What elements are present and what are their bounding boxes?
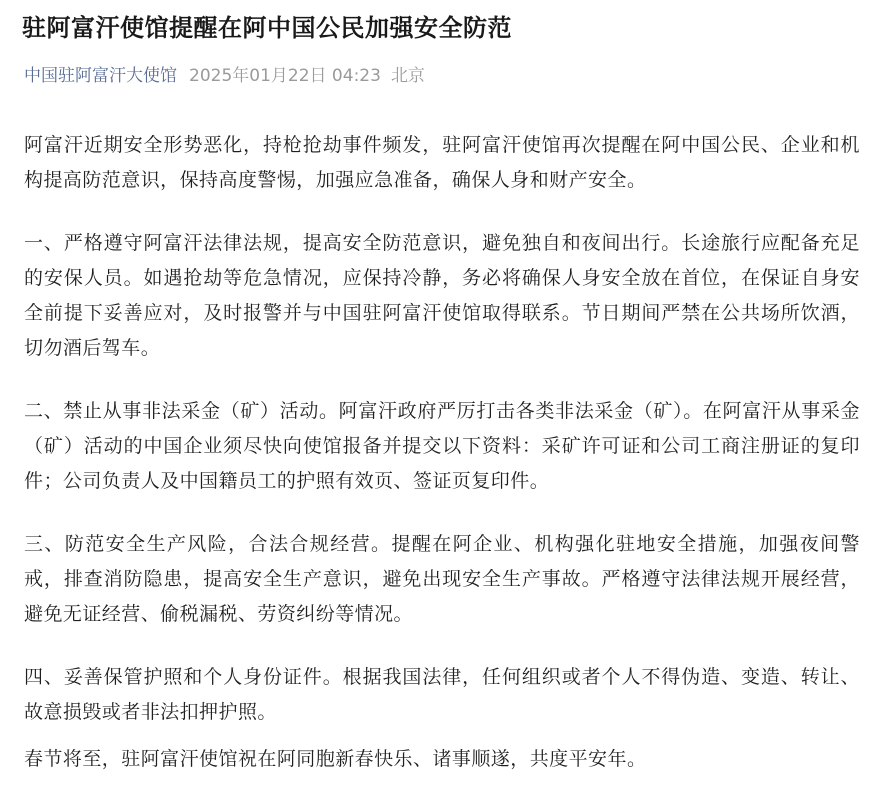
- paragraph-item-3: 三、防范安全生产风险，合法合规经营。提醒在阿企业、机构强化驻地安全措施，加强夜间警戒，排查消防隐患，提高安全生产意识，避免出现安全生产事故。严格遵守法律法规开展经营，避免无证经营、偷税漏税、劳资纠纷等情况。: [24, 533, 860, 625]
- article-title: 驻阿富汗使馆提醒在阿中国公民加强安全防范: [22, 14, 512, 42]
- publish-date: 2025年01月22日 04:23: [189, 66, 381, 86]
- paragraph-item-1: 一、严格遵守阿富汗法律法规，提高安全防范意识，避免独自和夜间出行。长途旅行应配备充足的安保人员。如遇抢劫等危急情况，应保持冷静，务必将确保人身安全放在首位，在保证自身安全前提下妥善应对，及时报警并与中国驻阿富汗使馆取得联系。节日期间严禁在公共场所饮酒，切勿酒后驾车。: [24, 232, 860, 359]
- paragraph-closing: 春节将至，驻阿富汗使馆祝在阿同胞新春快乐、诸事顺遂，共度平安年。: [24, 748, 647, 770]
- source-account-link[interactable]: 中国驻阿富汗大使馆: [24, 66, 177, 86]
- paragraph-item-2: 二、禁止从事非法采金（矿）活动。阿富汗政府严厉打击各类非法采金（矿）。在阿富汗从事采金（矿）活动的中国企业须尽快向使馆报备并提交以下资料：采矿许可证和公司工商注册证的复印件；公司负责人及中国籍员工的护照有效页、签证页复印件。: [24, 400, 860, 492]
- publish-location: 北京: [390, 66, 425, 86]
- paragraph-item-4: 四、妥善保管护照和个人身份证件。根据我国法律，任何组织或者个人不得伪造、变造、转让、故意损毁或者非法扣押护照。: [24, 666, 860, 723]
- article-meta: [24, 63, 425, 89]
- paragraph-intro: 阿富汗近期安全形势恶化，持枪抢劫事件频发，驻阿富汗使馆再次提醒在阿中国公民、企业和机构提高防范意识，保持高度警惕，加强应急准备，确保人身和财产安全。: [24, 134, 860, 191]
